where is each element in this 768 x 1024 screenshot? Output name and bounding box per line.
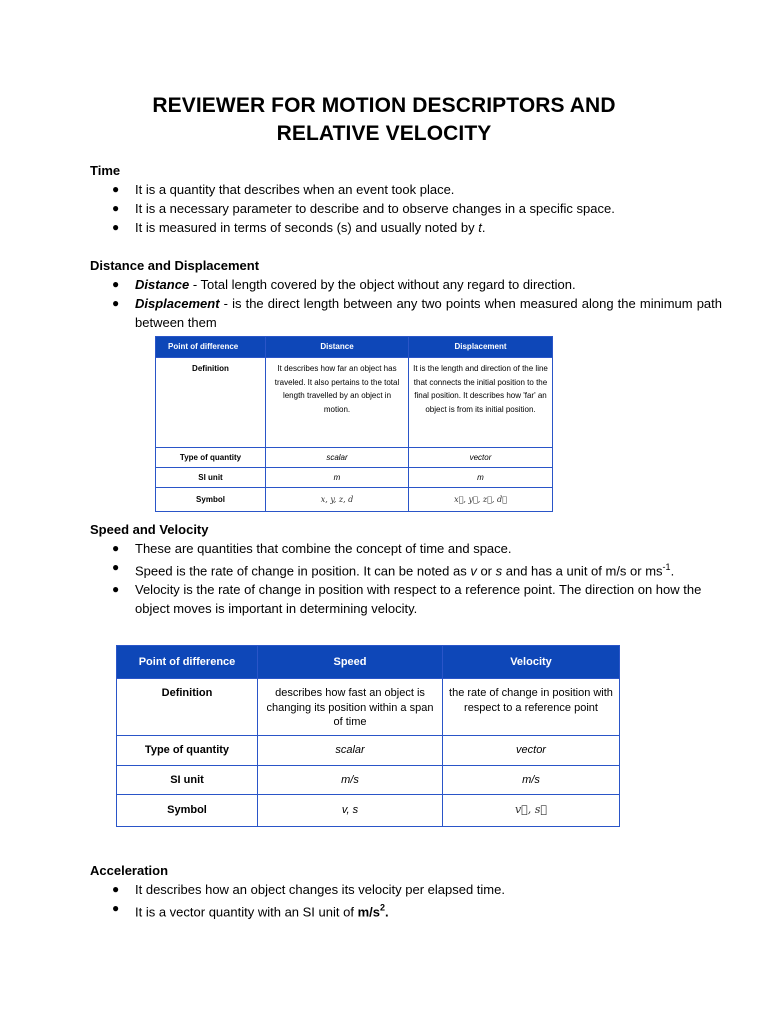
time-heading: Time xyxy=(90,163,121,178)
table-row xyxy=(156,448,553,468)
row-label: Type of quantity xyxy=(117,736,258,766)
row-label: Type of quantity xyxy=(156,448,266,468)
bullet-icon: ● xyxy=(112,201,120,215)
table-header: Point of difference xyxy=(156,337,266,358)
bullet-icon: ● xyxy=(112,560,120,574)
time-section xyxy=(90,162,690,237)
table-cell: m xyxy=(266,468,409,488)
list-item xyxy=(90,294,722,332)
table-cell: v⃗, s⃗ xyxy=(443,795,620,827)
row-label: Definition xyxy=(156,358,266,448)
table-header: Distance xyxy=(266,337,409,358)
table-cell: m/s xyxy=(443,766,620,795)
list-item xyxy=(90,180,690,199)
row-label: Definition xyxy=(117,679,258,736)
table-row xyxy=(156,488,553,512)
punctuation: . xyxy=(481,220,486,235)
bullet-icon: ● xyxy=(112,220,120,234)
list-item xyxy=(90,880,690,899)
table-row xyxy=(117,766,620,795)
list-item-text: Speed is the rate of change in position. It can be noted as xyxy=(135,563,471,579)
table-header: Point of difference xyxy=(117,646,258,679)
row-label: Symbol xyxy=(156,488,266,512)
table-cell: scalar xyxy=(258,736,443,766)
bullet-icon: ● xyxy=(112,541,120,555)
table-cell: vector xyxy=(443,736,620,766)
bullet-icon: ● xyxy=(112,277,120,291)
list-item xyxy=(90,899,690,921)
acceleration-section xyxy=(90,862,690,921)
exponent: -1 xyxy=(662,562,671,572)
table-header: Speed xyxy=(258,646,443,679)
distance-heading: Distance and Displacement xyxy=(90,258,260,273)
row-label: SI unit xyxy=(117,766,258,795)
title-line-2: RELATIVE VELOCITY xyxy=(276,122,492,145)
list-item xyxy=(90,539,690,558)
bullet-icon: ● xyxy=(112,182,120,196)
distance-term: Distance xyxy=(135,277,190,292)
displacement-term: Displacement xyxy=(135,296,220,311)
punctuation: . xyxy=(670,563,675,579)
speed-heading: Speed and Velocity xyxy=(90,522,209,537)
table-cell: scalar xyxy=(266,448,409,468)
speed-variable-s: s xyxy=(495,563,503,579)
table-cell: x⃗, y⃗, z⃗, d⃗ xyxy=(409,488,553,512)
time-list xyxy=(90,180,690,237)
table-row xyxy=(117,795,620,827)
table-header: Displacement xyxy=(409,337,553,358)
list-item-text: These are quantities that combine the concept of time and space. xyxy=(135,541,512,556)
list-item-text: It is a necessary parameter to describe and to observe changes in a specific space. xyxy=(135,201,615,216)
list-item-text: and has a unit of m/s or ms xyxy=(502,563,663,579)
list-item xyxy=(90,580,722,618)
distance-section xyxy=(90,257,722,332)
row-label: Symbol xyxy=(117,795,258,827)
distance-list xyxy=(90,275,722,332)
bullet-icon: ● xyxy=(112,296,120,310)
table-cell: m/s xyxy=(258,766,443,795)
bullet-icon: ● xyxy=(112,901,120,915)
bullet-icon: ● xyxy=(112,582,120,597)
table-row xyxy=(117,679,620,736)
speed-variable-v: v xyxy=(470,563,477,579)
list-item-text: - Total length covered by the object without any regard to direction. xyxy=(189,277,576,292)
table-row xyxy=(117,736,620,766)
list-item-text: or xyxy=(476,563,496,579)
table-header: Velocity xyxy=(443,646,620,679)
list-item xyxy=(90,218,690,237)
table-cell: the rate of change in position with respect to a reference point xyxy=(443,679,620,736)
table-cell: x, y, z, d xyxy=(266,488,409,512)
list-item-text: Velocity is the rate of change in position with respect to a reference point. The direction on how the object moves is important in determining velocity. xyxy=(135,582,702,617)
speed-section xyxy=(90,521,702,618)
list-item xyxy=(90,199,690,218)
row-label: SI unit xyxy=(156,468,266,488)
list-item-text: It is a vector quantity with an SI unit of xyxy=(135,904,358,920)
table-row xyxy=(156,358,553,448)
list-item xyxy=(90,275,690,294)
acceleration-list xyxy=(90,880,690,921)
title-line-1: REVIEWER FOR MOTION DESCRIPTORS AND xyxy=(152,94,616,117)
table-header-row xyxy=(156,337,553,358)
speed-velocity-table xyxy=(116,645,620,827)
list-item-text: It is measured in terms of seconds (s) and usually noted by xyxy=(135,220,475,235)
table-cell: describes how fast an object is changing its position within a span of time xyxy=(258,679,443,736)
table-cell: It is the length and direction of the line that connects the initial position to the final position. It describes how 'far' an object is from its initial position. xyxy=(409,358,553,448)
table-cell: It describes how far an object has traveled. It also pertains to the total length travelled by an object in motion. xyxy=(266,358,409,448)
bullet-icon: ● xyxy=(112,882,120,896)
list-item xyxy=(90,558,677,580)
list-item-text: It describes how an object changes its velocity per elapsed time. xyxy=(135,882,505,897)
time-variable: t xyxy=(478,220,482,235)
acceleration-heading: Acceleration xyxy=(90,863,169,878)
table-cell: m xyxy=(409,468,553,488)
si-unit: m/s xyxy=(357,904,380,920)
list-item-text: It is a quantity that describes when an event took place. xyxy=(135,182,455,197)
table-header-row xyxy=(117,646,620,679)
table-row xyxy=(156,468,553,488)
list-item-text: - is the direct length between any two points when measured along the minimum path between them xyxy=(135,296,722,330)
speed-list xyxy=(90,539,702,618)
page-title xyxy=(0,92,768,148)
distance-displacement-table xyxy=(155,336,553,512)
table-cell: v, s xyxy=(258,795,443,827)
exponent: 2 xyxy=(379,903,385,913)
table-cell: vector xyxy=(409,448,553,468)
punctuation: . xyxy=(384,904,389,920)
